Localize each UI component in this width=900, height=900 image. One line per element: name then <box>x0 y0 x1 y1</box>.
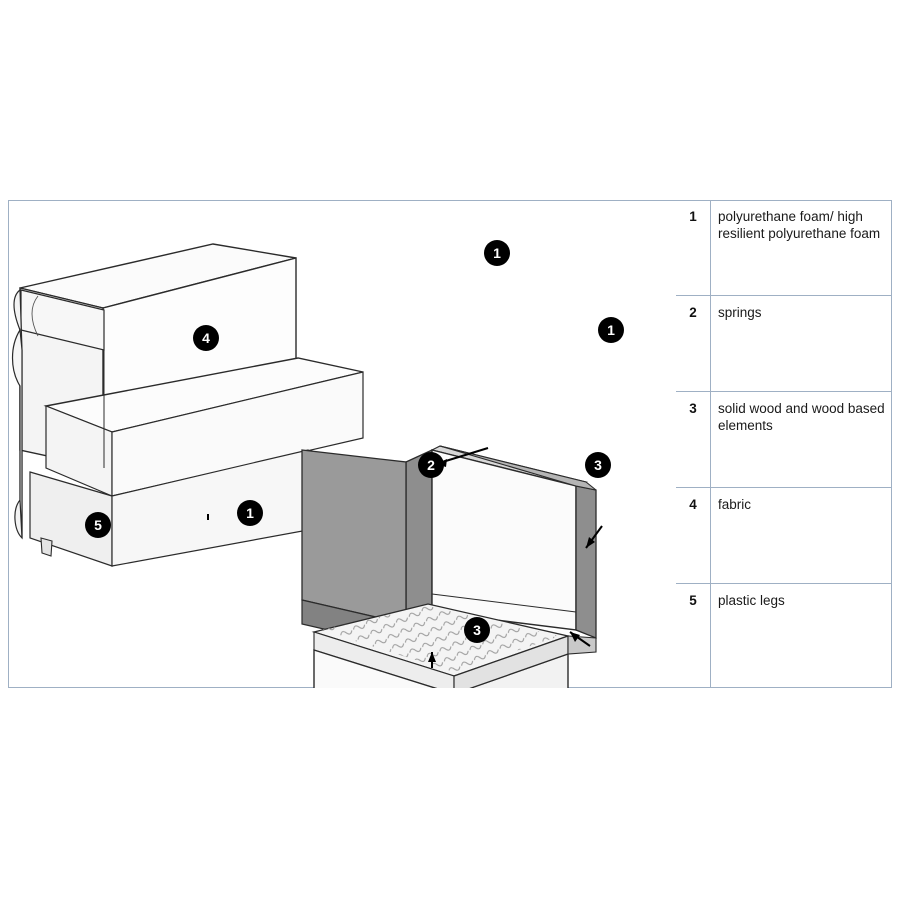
legend-row-1 <box>676 200 892 296</box>
legend-row-3 <box>676 392 892 488</box>
callout-3-base: 3 <box>464 617 490 643</box>
callout-1-right: 1 <box>598 317 624 343</box>
legend-label: springs <box>718 305 762 320</box>
legend-number: 1 <box>689 209 697 224</box>
legend-number: 4 <box>689 497 697 512</box>
legend-number: 3 <box>689 401 697 416</box>
legend-label: polyurethane foam/ high resilient polyurethane foam <box>718 209 881 241</box>
legend-label: fabric <box>718 497 752 512</box>
callout-3-frame: 3 <box>585 452 611 478</box>
legend-number: 2 <box>689 305 697 320</box>
legend-label: plastic legs <box>718 593 785 608</box>
legend-row-5 <box>676 584 892 680</box>
legend-label: solid wood and wood based elements <box>718 401 885 433</box>
sofa-drawing <box>8 200 688 688</box>
callout-2-springs: 2 <box>418 452 444 478</box>
legend-row-4 <box>676 488 892 584</box>
callout-1-left: 1 <box>237 500 263 526</box>
callout-5-legs: 5 <box>85 512 111 538</box>
legend-row-2 <box>676 296 892 392</box>
callout-4-fabric: 4 <box>193 325 219 351</box>
legend-number: 5 <box>689 593 697 608</box>
legend-table <box>676 200 892 688</box>
callout-1-top: 1 <box>484 240 510 266</box>
sofa-illustration <box>8 200 688 688</box>
